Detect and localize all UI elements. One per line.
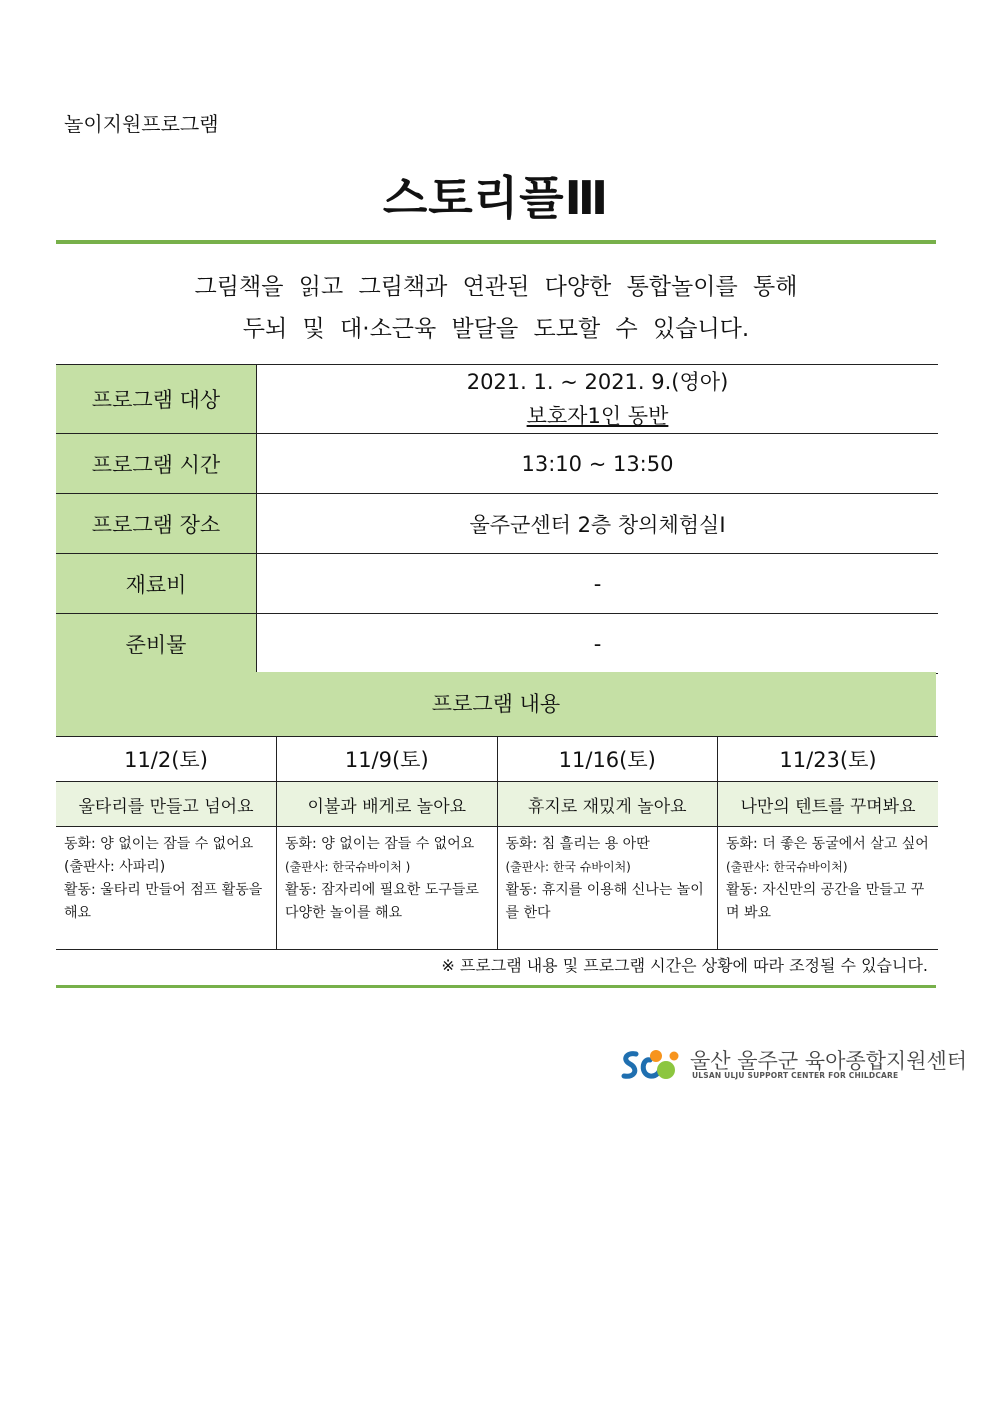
session-book: 동화: 더 좋은 동굴에서 살고 싶어 [726, 836, 929, 852]
schedule-dates-row [56, 737, 938, 782]
session-details [497, 827, 718, 950]
session-activity: 활동: 휴지를 이용해 신나는 놀이를 한다 [505, 882, 704, 921]
intro-line-1: 그림책을 읽고 그림책과 연관된 다양한 통합놀이를 통해 [194, 274, 798, 300]
program-info-table [56, 364, 938, 674]
target-value-guardian: 보호자1인 동반 [526, 404, 669, 428]
schedule-note: ※ 프로그램 내용 및 프로그램 시간은 상황에 따라 조정될 수 있습니다. [441, 956, 928, 975]
session-theme: 이불과 배게로 놀아요 [277, 782, 498, 827]
center-logo-english: ULSAN ULJU SUPPORT CENTER FOR CHILDCARE [692, 1071, 899, 1080]
info-row-fee [56, 554, 938, 614]
time-label: 프로그램 시간 [56, 434, 257, 494]
target-label: 프로그램 대상 [56, 365, 257, 434]
intro-line-2: 두뇌 및 대·소근육 발달을 도모할 수 있습니다. [242, 316, 750, 342]
session-book: 동화: 침 흘리는 용 아딴 [505, 836, 650, 852]
schedule-themes-row [56, 782, 938, 827]
session-publisher: (출판사: 사파리) [64, 859, 166, 875]
target-value-period: 2021. 1. ~ 2021. 9.(영아) [466, 370, 729, 394]
supplies-value: - [257, 614, 939, 674]
fee-value: - [257, 554, 939, 614]
place-label: 프로그램 장소 [56, 494, 257, 554]
session-date: 11/2(토) [56, 737, 277, 782]
session-details [277, 827, 498, 950]
fee-label: 재료비 [56, 554, 257, 614]
session-activity: 활동: 울타리 만들어 점프 활동을 해요 [64, 882, 263, 921]
center-logo-icon [620, 1044, 686, 1086]
category-label: 놀이지원프로그램 [64, 112, 219, 136]
info-row-supplies [56, 614, 938, 674]
session-details [718, 827, 939, 950]
target-value-cell [257, 365, 939, 434]
center-logo-korean: 울산 울주군 육아종합지원센터 [690, 1049, 968, 1073]
content-header: 프로그램 내용 [56, 672, 936, 736]
supplies-label: 준비물 [56, 614, 257, 674]
center-logo [620, 1044, 968, 1086]
page-title: 스토리플Ⅲ [382, 171, 610, 225]
session-book: 동화: 양 없이는 잠들 수 없어요 [64, 836, 254, 852]
session-details [56, 827, 277, 950]
session-book: 동화: 양 없이는 잠들 수 없어요 [285, 836, 475, 852]
session-theme: 휴지로 재밌게 놀아요 [497, 782, 718, 827]
session-date: 11/16(토) [497, 737, 718, 782]
session-publisher: (출판사: 한국슈바이처 ) [285, 860, 411, 874]
top-divider [56, 240, 936, 244]
time-value: 13:10 ~ 13:50 [257, 434, 939, 494]
bottom-divider [56, 985, 936, 988]
session-activity: 활동: 자신만의 공간을 만들고 꾸며 봐요 [726, 882, 925, 921]
info-row-target [56, 365, 938, 434]
info-row-time [56, 434, 938, 494]
session-publisher: (출판사: 한국 슈바이처) [505, 860, 631, 874]
session-theme: 나만의 텐트를 꾸며봐요 [718, 782, 939, 827]
schedule-table [56, 736, 938, 950]
session-activity: 활동: 잠자리에 필요한 도구들로 다양한 놀이를 해요 [285, 882, 479, 921]
info-row-place [56, 494, 938, 554]
session-theme: 울타리를 만들고 넘어요 [56, 782, 277, 827]
session-date: 11/23(토) [718, 737, 939, 782]
session-publisher: (출판사: 한국슈바이처) [726, 860, 848, 874]
place-value: 울주군센터 2층 창의체험실Ⅰ [257, 494, 939, 554]
session-date: 11/9(토) [277, 737, 498, 782]
schedule-details-row [56, 827, 938, 950]
